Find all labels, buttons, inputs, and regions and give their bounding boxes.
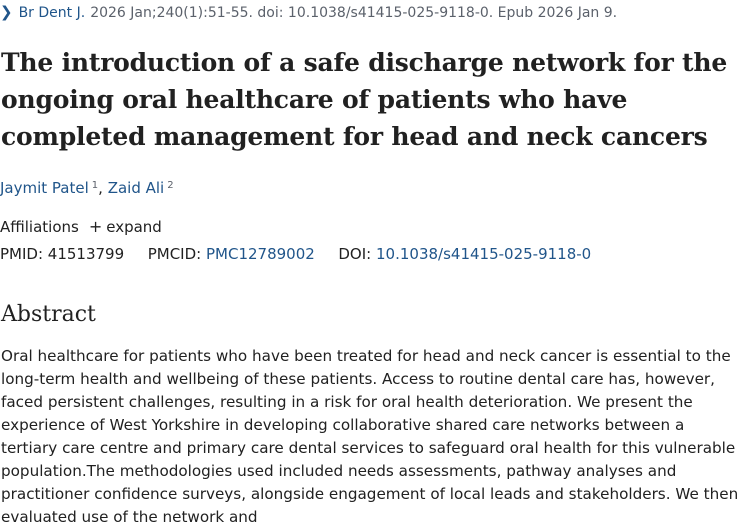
affiliations-toggle[interactable] [0,217,162,236]
pmcid-label: PMCID: [147,245,202,263]
abstract-text: Oral healthcare for patients who have been treated for head and neck cancer is essential to the long-term health and wellbeing of these patients. Access to routine dental care has, however, faced persistent challenges, resulting in a risk for oral health deterioration. We present the experience of West Yorkshire in developing collaborative shared care networks between a tertiary care centre and primary care dental services to safeguard oral health for this vulnerable population.The methodologies used included needs assessments, pathway analyses and practitioner confidence surveys, alongside engagement of local leads and stakeholders. We then evaluated use of the network and [1,347,739,526]
abstract-heading: Abstract [1,302,96,327]
affiliations-label: Affiliations [0,217,79,236]
journal-link[interactable]: Br Dent J. [18,5,86,21]
author-affiliation-number[interactable]: 2 [167,180,174,191]
citation-line [0,4,617,22]
doi-label: DOI: [338,245,372,263]
doi-link[interactable]: 10.1038/s41415-025-9118-0 [376,245,592,263]
author-affiliation-number[interactable]: 1 [91,180,99,191]
citation-details: 2026 Jan;240(1):51-55. doi: 10.1038/s41415-025-9118-0. Epub 2026 Jan 9. [90,5,618,21]
author-link[interactable]: Zaid Ali [107,179,165,197]
authors-list [0,179,174,197]
plus-icon: + [88,217,103,236]
expand-label: expand [106,217,162,236]
article-identifiers [0,245,591,263]
chevron-right-icon[interactable]: ❯ [0,3,13,21]
author-link[interactable]: Jaymit Patel [0,179,89,197]
author-separator: , [98,179,108,197]
article-title: The introduction of a safe discharge network for the ongoing oral healthcare of patients who have completed management for head and neck cancers [1,48,728,151]
pmid-value: 41513799 [47,245,125,263]
pmid-label: PMID: [0,245,44,263]
pmcid-link[interactable]: PMC12789002 [206,245,315,263]
